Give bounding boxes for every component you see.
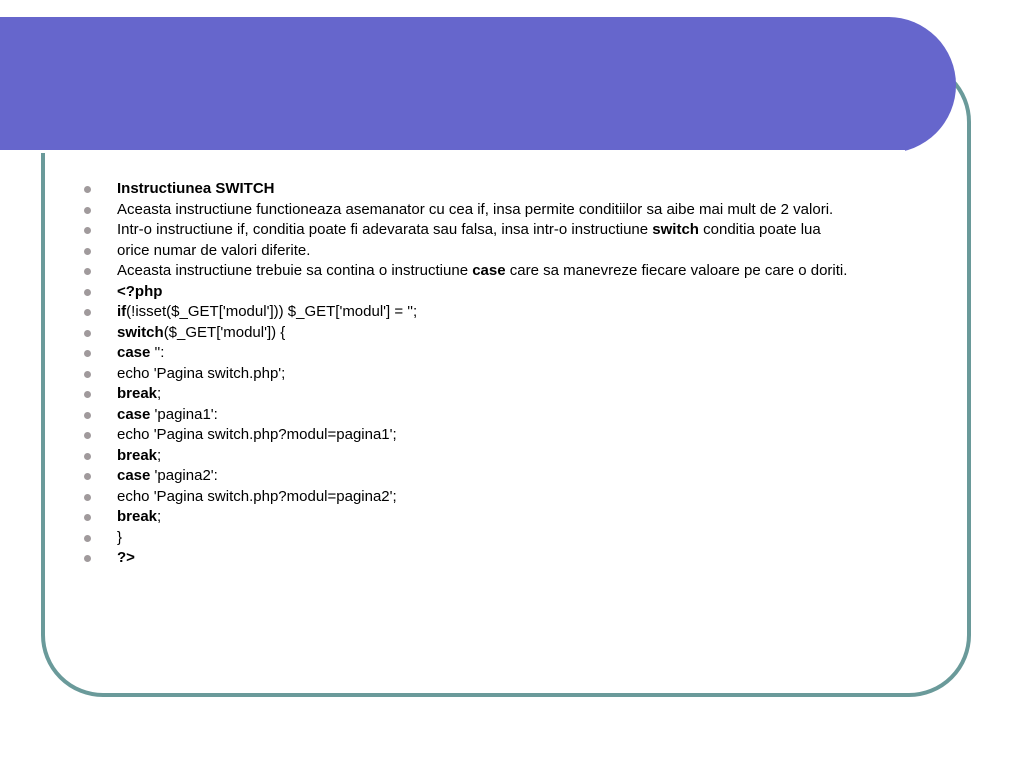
bullet-text-bold: break [117, 385, 158, 402]
bullet-text-bold: ?> [117, 549, 135, 566]
bullet-icon [84, 289, 91, 296]
bullet-text-bold: <?php [117, 282, 163, 300]
bullet-icon [84, 514, 91, 521]
bullet-text-bold: break [117, 508, 158, 525]
bullet-icon [84, 248, 91, 255]
bullet-text-post: conditia poate lua [698, 221, 821, 238]
bullet-text-bold: Instructiunea SWITCH [117, 180, 275, 197]
bullet-item [84, 345, 934, 361]
bullet-item [84, 366, 934, 382]
bullet-item [84, 284, 934, 300]
bullet-text-pre: Aceasta instructiune trebuie sa contina o instructiune [117, 262, 473, 279]
bullet-text-bold: case [472, 262, 506, 279]
bullet-text-bold: case [117, 467, 151, 484]
bullet-item [84, 325, 934, 341]
bullet-icon [84, 309, 91, 316]
bullet-icon [84, 330, 91, 337]
bullet-item [84, 386, 934, 402]
bullet-text-post: care sa manevreze fiecare valoare pe care o doriti. [505, 262, 848, 279]
bullet-icon [84, 555, 91, 562]
bullet-icon [84, 473, 91, 480]
bullet-text-post: (!isset($_GET['modul'])) $_GET['modul'] = ''; [126, 303, 418, 320]
bullet-item [84, 427, 934, 443]
bullet-text-post: ; [157, 385, 162, 402]
bullet-text-pre: Intr-o instructiune if, conditia poate fi adevarata sau falsa, insa intr-o instructiune [117, 221, 653, 238]
bullet-icon [84, 186, 91, 193]
bullet-item [84, 509, 934, 525]
bullet-text-pre: Aceasta instructiune functioneaza asemanator cu cea if, insa permite conditiilor sa aibe mai mult de 2 valori. [117, 200, 834, 218]
bullet-text-post: '': [150, 344, 165, 361]
bullet-item [84, 489, 934, 505]
bullet-icon [84, 535, 91, 542]
bullet-text-post: 'pagina2': [150, 467, 218, 484]
bullet-icon [84, 453, 91, 460]
bullet-text-bold: switch [117, 323, 164, 341]
bullet-item [84, 468, 934, 484]
bullet-item [84, 530, 934, 546]
bullet-text-post: ($_GET['modul']) { [163, 323, 286, 341]
bullet-list [84, 181, 934, 571]
bullet-icon [84, 207, 91, 214]
bullet-item [84, 243, 934, 259]
bullet-text-post: 'pagina1': [150, 405, 218, 423]
bullet-item [84, 263, 934, 279]
bullet-text-pre: } [117, 528, 123, 546]
header-rule [0, 150, 905, 153]
bullet-item [84, 550, 934, 566]
bullet-text-bold: case [117, 405, 151, 423]
bullet-text-post: ; [157, 446, 162, 464]
bullet-item [84, 304, 934, 320]
bullet-icon [84, 350, 91, 357]
bullet-item [84, 181, 934, 197]
bullet-icon [84, 432, 91, 439]
bullet-item [84, 448, 934, 464]
bullet-icon [84, 227, 91, 234]
bullet-text-pre: echo 'Pagina switch.php?modul=pagina2'; [117, 487, 397, 505]
bullet-icon [84, 268, 91, 275]
bullet-icon [84, 412, 91, 419]
bullet-icon [84, 391, 91, 398]
header-band [0, 17, 956, 153]
bullet-text-bold: break [117, 446, 158, 464]
bullet-text-pre: echo 'Pagina switch.php?modul=pagina1'; [117, 426, 397, 443]
bullet-text-post: ; [157, 508, 162, 525]
bullet-text-pre: orice numar de valori diferite. [117, 241, 311, 259]
bullet-text-bold: case [117, 344, 151, 361]
bullet-icon [84, 371, 91, 378]
bullet-text-bold: switch [652, 221, 699, 238]
bullet-icon [84, 494, 91, 501]
bullet-text-pre: echo 'Pagina switch.php'; [117, 364, 286, 382]
bullet-item [84, 407, 934, 423]
bullet-text-bold: if [117, 303, 127, 320]
bullet-item [84, 222, 934, 238]
bullet-item [84, 202, 934, 218]
